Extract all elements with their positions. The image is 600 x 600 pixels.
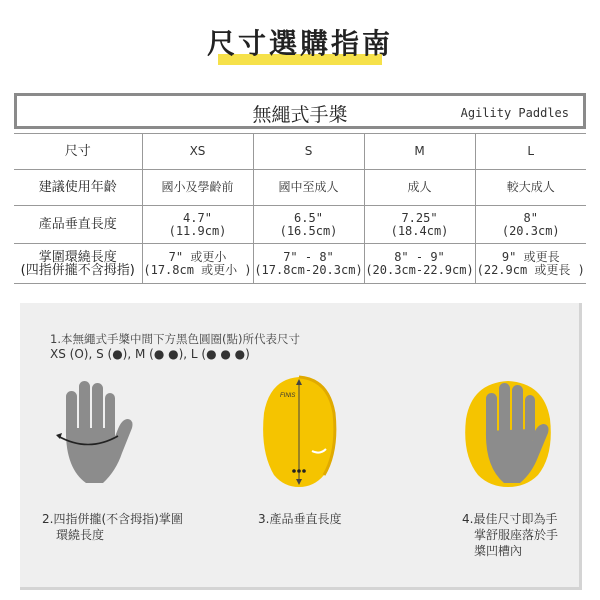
size-table — [14, 133, 586, 284]
size-dot-legend: XS (O), S (●), M (● ●), L (● ● ●) — [50, 347, 250, 361]
table-cell: 7" - 8" (17.8cm-20.3cm) — [253, 244, 364, 284]
page-title: 尺寸選購指南 — [206, 27, 393, 60]
table-cell: 9" 或更長 (22.9cm 或更長 ) — [475, 244, 586, 284]
table-cell: 8" - 9" (20.3cm-22.9cm) — [364, 244, 475, 284]
header-cell: L — [475, 134, 586, 170]
paddle-length-illustration — [258, 371, 340, 491]
product-header — [14, 93, 586, 129]
table-cell: 4.7" (11.9cm) — [142, 206, 253, 244]
table-row — [14, 170, 586, 206]
header-cell: 尺寸 — [14, 134, 142, 170]
row-label: 掌圍環繞長度 (四指併攏不含拇指) — [14, 244, 142, 284]
table-row — [14, 206, 586, 244]
svg-text:FINIS: FINIS — [280, 393, 296, 399]
header-cell: M — [364, 134, 475, 170]
table-cell: 8" (20.3cm) — [475, 206, 586, 244]
product-name-en: Agility Paddles — [460, 106, 569, 120]
row-label: 產品垂直長度 — [14, 206, 142, 244]
table-row — [14, 134, 586, 170]
row-label: 建議使用年齡 — [14, 170, 142, 206]
table-cell: 7" 或更小 (17.8cm 或更小 ) — [142, 244, 253, 284]
product-name: 無繩式手槳 — [252, 104, 348, 126]
header-cell: XS — [142, 134, 253, 170]
header-cell: S — [253, 134, 364, 170]
hand-in-paddle-illustration — [458, 371, 558, 491]
caption-hand-circumference: 2.四指併攏(不含拇指)掌圍 環繞長度 — [42, 512, 183, 542]
table-cell: 6.5" (16.5cm) — [253, 206, 364, 244]
table-cell: 成人 — [364, 170, 475, 206]
table-cell: 較大成人 — [475, 170, 586, 206]
size-dot-note: 1.本無繩式手槳中間下方黑色圓圈(點)所代表尺寸 — [50, 332, 300, 346]
table-row — [14, 244, 586, 284]
caption-best-fit: 4.最佳尺寸即為手 掌舒服座落於手 槳凹槽內 — [462, 512, 559, 558]
hand-measure-illustration — [48, 373, 138, 488]
table-cell: 7.25" (18.4cm) — [364, 206, 475, 244]
instruction-panel — [20, 303, 582, 590]
caption-paddle-length: 3.產品垂直長度 — [258, 512, 342, 526]
table-cell: 國中至成人 — [253, 170, 364, 206]
size-table-section — [14, 93, 586, 286]
table-cell: 國小及學齡前 — [142, 170, 253, 206]
